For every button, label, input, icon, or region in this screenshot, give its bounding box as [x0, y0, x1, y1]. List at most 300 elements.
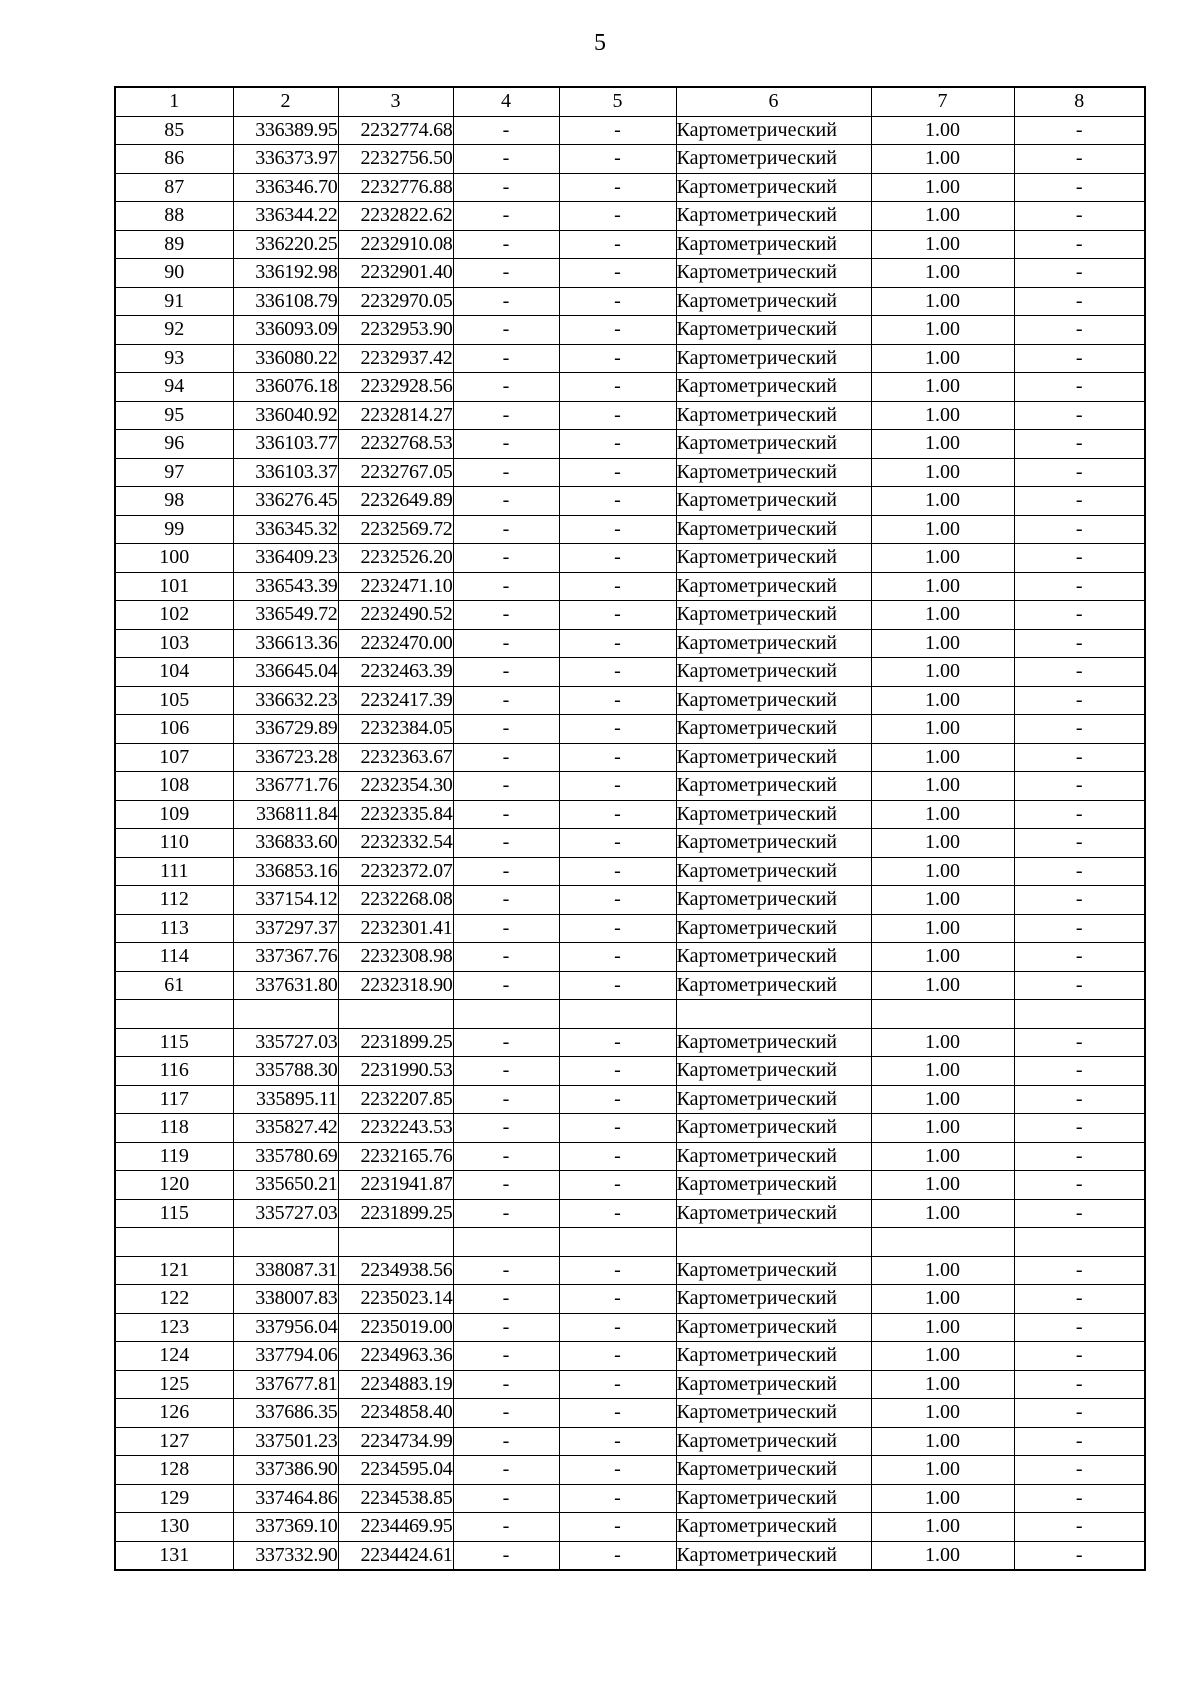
point-number-cell: 85: [115, 116, 233, 145]
col4-cell: -: [453, 971, 559, 1000]
col8-cell: -: [1014, 572, 1145, 601]
y-coordinate-cell: [338, 1228, 453, 1257]
col8-cell: -: [1014, 287, 1145, 316]
y-coordinate-cell: 2234734.99: [338, 1427, 453, 1456]
x-coordinate-cell: 336103.37: [233, 458, 338, 487]
method-cell: Картометрический: [676, 686, 871, 715]
col8-cell: -: [1014, 1028, 1145, 1057]
col5-cell: -: [559, 544, 676, 573]
col4-cell: -: [453, 1541, 559, 1570]
col8-cell: -: [1014, 743, 1145, 772]
col5-cell: -: [559, 373, 676, 402]
col8-cell: -: [1014, 1399, 1145, 1428]
col8-cell: -: [1014, 1085, 1145, 1114]
y-coordinate-cell: 2232471.10: [338, 572, 453, 601]
x-coordinate-cell: 337794.06: [233, 1342, 338, 1371]
point-number-cell: 119: [115, 1142, 233, 1171]
point-number-cell: 128: [115, 1456, 233, 1485]
col4-cell: -: [453, 1285, 559, 1314]
accuracy-cell: 1.00: [871, 629, 1014, 658]
y-coordinate-cell: 2232767.05: [338, 458, 453, 487]
table-row: [115, 1171, 1145, 1200]
table-row: [115, 1399, 1145, 1428]
point-number-cell: 103: [115, 629, 233, 658]
y-coordinate-cell: 2234424.61: [338, 1541, 453, 1570]
column-header: 8: [1014, 87, 1145, 116]
col5-cell: -: [559, 1285, 676, 1314]
col8-cell: -: [1014, 914, 1145, 943]
col4-cell: -: [453, 857, 559, 886]
col4-cell: -: [453, 914, 559, 943]
y-coordinate-cell: 2232526.20: [338, 544, 453, 573]
col5-cell: -: [559, 886, 676, 915]
point-number-cell: 93: [115, 344, 233, 373]
accuracy-cell: [871, 1228, 1014, 1257]
point-number-cell: 99: [115, 515, 233, 544]
col4-cell: -: [453, 458, 559, 487]
method-cell: Картометрический: [676, 430, 871, 459]
y-coordinate-cell: 2232970.05: [338, 287, 453, 316]
accuracy-cell: 1.00: [871, 1342, 1014, 1371]
x-coordinate-cell: 336833.60: [233, 829, 338, 858]
x-coordinate-cell: 336346.70: [233, 173, 338, 202]
col4-cell: -: [453, 145, 559, 174]
method-cell: Картометрический: [676, 316, 871, 345]
table-row: [115, 601, 1145, 630]
col8-cell: -: [1014, 1285, 1145, 1314]
col4-cell: -: [453, 829, 559, 858]
x-coordinate-cell: 335727.03: [233, 1028, 338, 1057]
col5-cell: -: [559, 1399, 676, 1428]
accuracy-cell: 1.00: [871, 116, 1014, 145]
col8-cell: -: [1014, 857, 1145, 886]
table-row: [115, 1285, 1145, 1314]
point-number-cell: 97: [115, 458, 233, 487]
col4-cell: -: [453, 886, 559, 915]
col5-cell: -: [559, 1057, 676, 1086]
y-coordinate-cell: 2232308.98: [338, 943, 453, 972]
method-cell: [676, 1228, 871, 1257]
y-coordinate-cell: 2232937.42: [338, 344, 453, 373]
x-coordinate-cell: 337154.12: [233, 886, 338, 915]
col5-cell: -: [559, 487, 676, 516]
table-row: [115, 572, 1145, 601]
accuracy-cell: 1.00: [871, 943, 1014, 972]
point-number-cell: 109: [115, 800, 233, 829]
point-number-cell: 127: [115, 1427, 233, 1456]
x-coordinate-cell: 337369.10: [233, 1513, 338, 1542]
col5-cell: -: [559, 1456, 676, 1485]
accuracy-cell: 1.00: [871, 430, 1014, 459]
method-cell: Картометрический: [676, 458, 871, 487]
y-coordinate-cell: 2232363.67: [338, 743, 453, 772]
col5-cell: -: [559, 943, 676, 972]
table-row: [115, 857, 1145, 886]
x-coordinate-cell: 336040.92: [233, 401, 338, 430]
col4-cell: -: [453, 487, 559, 516]
accuracy-cell: 1.00: [871, 971, 1014, 1000]
y-coordinate-cell: 2232463.39: [338, 658, 453, 687]
point-number-cell: 122: [115, 1285, 233, 1314]
x-coordinate-cell: [233, 1000, 338, 1029]
table-row: [115, 487, 1145, 516]
y-coordinate-cell: 2231899.25: [338, 1028, 453, 1057]
col4-cell: -: [453, 1256, 559, 1285]
x-coordinate-cell: 337677.81: [233, 1370, 338, 1399]
accuracy-cell: 1.00: [871, 373, 1014, 402]
table-row: [115, 1228, 1145, 1257]
col4-cell: -: [453, 1399, 559, 1428]
col4-cell: -: [453, 515, 559, 544]
table-row: [115, 715, 1145, 744]
col4-cell: -: [453, 686, 559, 715]
point-number-cell: 92: [115, 316, 233, 345]
x-coordinate-cell: 337956.04: [233, 1313, 338, 1342]
col8-cell: -: [1014, 1057, 1145, 1086]
method-cell: Картометрический: [676, 943, 871, 972]
col8-cell: -: [1014, 515, 1145, 544]
table-row: [115, 1342, 1145, 1371]
table-row: [115, 800, 1145, 829]
point-number-cell: 98: [115, 487, 233, 516]
col4-cell: -: [453, 1427, 559, 1456]
accuracy-cell: 1.00: [871, 1456, 1014, 1485]
point-number-cell: 104: [115, 658, 233, 687]
col5-cell: [559, 1228, 676, 1257]
point-number-cell: 123: [115, 1313, 233, 1342]
col8-cell: -: [1014, 487, 1145, 516]
col4-cell: -: [453, 544, 559, 573]
y-coordinate-cell: 2234538.85: [338, 1484, 453, 1513]
col5-cell: -: [559, 1142, 676, 1171]
method-cell: Картометрический: [676, 145, 871, 174]
method-cell: Картометрический: [676, 886, 871, 915]
accuracy-cell: 1.00: [871, 202, 1014, 231]
col4-cell: -: [453, 401, 559, 430]
col5-cell: -: [559, 430, 676, 459]
col8-cell: -: [1014, 886, 1145, 915]
method-cell: Картометрический: [676, 1171, 871, 1200]
table-row: [115, 1085, 1145, 1114]
table-row: [115, 259, 1145, 288]
col5-cell: -: [559, 772, 676, 801]
method-cell: Картометрический: [676, 1114, 871, 1143]
x-coordinate-cell: 336632.23: [233, 686, 338, 715]
x-coordinate-cell: 336389.95: [233, 116, 338, 145]
col4-cell: -: [453, 943, 559, 972]
y-coordinate-cell: 2232768.53: [338, 430, 453, 459]
table-body: [115, 116, 1145, 1570]
col8-cell: -: [1014, 943, 1145, 972]
col5-cell: -: [559, 316, 676, 345]
y-coordinate-cell: 2232928.56: [338, 373, 453, 402]
col4-cell: -: [453, 173, 559, 202]
col8-cell: -: [1014, 629, 1145, 658]
col5-cell: -: [559, 629, 676, 658]
point-number-cell: 95: [115, 401, 233, 430]
method-cell: Картометрический: [676, 259, 871, 288]
col5-cell: -: [559, 202, 676, 231]
y-coordinate-cell: 2232354.30: [338, 772, 453, 801]
col8-cell: -: [1014, 1313, 1145, 1342]
table-row: [115, 1256, 1145, 1285]
col8-cell: -: [1014, 715, 1145, 744]
accuracy-cell: 1.00: [871, 1285, 1014, 1314]
y-coordinate-cell: 2232756.50: [338, 145, 453, 174]
col5-cell: -: [559, 1484, 676, 1513]
x-coordinate-cell: 336192.98: [233, 259, 338, 288]
col5-cell: -: [559, 116, 676, 145]
col5-cell: -: [559, 1370, 676, 1399]
x-coordinate-cell: 336811.84: [233, 800, 338, 829]
y-coordinate-cell: 2234858.40: [338, 1399, 453, 1428]
col4-cell: -: [453, 1171, 559, 1200]
col4-cell: -: [453, 772, 559, 801]
col5-cell: -: [559, 601, 676, 630]
method-cell: Картометрический: [676, 1484, 871, 1513]
method-cell: Картометрический: [676, 1370, 871, 1399]
y-coordinate-cell: 2231990.53: [338, 1057, 453, 1086]
col8-cell: -: [1014, 401, 1145, 430]
col8-cell: -: [1014, 1114, 1145, 1143]
accuracy-cell: 1.00: [871, 1399, 1014, 1428]
table-row: [115, 743, 1145, 772]
method-cell: Картометрический: [676, 1456, 871, 1485]
x-coordinate-cell: 337631.80: [233, 971, 338, 1000]
col5-cell: -: [559, 829, 676, 858]
col5-cell: -: [559, 1427, 676, 1456]
point-number-cell: [115, 1000, 233, 1029]
point-number-cell: 105: [115, 686, 233, 715]
col8-cell: -: [1014, 1171, 1145, 1200]
x-coordinate-cell: 336409.23: [233, 544, 338, 573]
col8-cell: -: [1014, 316, 1145, 345]
col4-cell: [453, 1000, 559, 1029]
col4-cell: -: [453, 316, 559, 345]
method-cell: Картометрический: [676, 1541, 871, 1570]
col8-cell: -: [1014, 202, 1145, 231]
y-coordinate-cell: 2232774.68: [338, 116, 453, 145]
col4-cell: -: [453, 1342, 559, 1371]
point-number-cell: 125: [115, 1370, 233, 1399]
accuracy-cell: 1.00: [871, 658, 1014, 687]
table-row: [115, 173, 1145, 202]
accuracy-cell: 1.00: [871, 544, 1014, 573]
accuracy-cell: 1.00: [871, 1541, 1014, 1570]
col4-cell: -: [453, 1484, 559, 1513]
x-coordinate-cell: 336549.72: [233, 601, 338, 630]
accuracy-cell: [871, 1000, 1014, 1029]
accuracy-cell: 1.00: [871, 230, 1014, 259]
col4-cell: -: [453, 1114, 559, 1143]
table-row: [115, 544, 1145, 573]
y-coordinate-cell: 2232569.72: [338, 515, 453, 544]
col4-cell: -: [453, 743, 559, 772]
col5-cell: -: [559, 1541, 676, 1570]
x-coordinate-cell: 336373.97: [233, 145, 338, 174]
y-coordinate-cell: 2232490.52: [338, 601, 453, 630]
x-coordinate-cell: 337332.90: [233, 1541, 338, 1570]
x-coordinate-cell: 336729.89: [233, 715, 338, 744]
point-number-cell: 124: [115, 1342, 233, 1371]
col4-cell: -: [453, 601, 559, 630]
col4-cell: -: [453, 715, 559, 744]
y-coordinate-cell: 2232953.90: [338, 316, 453, 345]
point-number-cell: 101: [115, 572, 233, 601]
method-cell: Картометрический: [676, 1342, 871, 1371]
table-row: [115, 886, 1145, 915]
accuracy-cell: 1.00: [871, 1114, 1014, 1143]
col5-cell: -: [559, 572, 676, 601]
col8-cell: -: [1014, 829, 1145, 858]
y-coordinate-cell: 2235019.00: [338, 1313, 453, 1342]
accuracy-cell: 1.00: [871, 1427, 1014, 1456]
table-row: [115, 1313, 1145, 1342]
col8-cell: -: [1014, 1541, 1145, 1570]
method-cell: Картометрический: [676, 1085, 871, 1114]
col5-cell: -: [559, 287, 676, 316]
table-row: [115, 914, 1145, 943]
point-number-cell: 91: [115, 287, 233, 316]
col8-cell: -: [1014, 230, 1145, 259]
x-coordinate-cell: 338087.31: [233, 1256, 338, 1285]
accuracy-cell: 1.00: [871, 401, 1014, 430]
accuracy-cell: 1.00: [871, 1513, 1014, 1542]
column-header: 1: [115, 87, 233, 116]
method-cell: Картометрический: [676, 1285, 871, 1314]
method-cell: Картометрический: [676, 1199, 871, 1228]
column-header: 2: [233, 87, 338, 116]
col8-cell: -: [1014, 1484, 1145, 1513]
method-cell: Картометрический: [676, 401, 871, 430]
col5-cell: -: [559, 1513, 676, 1542]
col5-cell: -: [559, 1256, 676, 1285]
accuracy-cell: 1.00: [871, 145, 1014, 174]
method-cell: Картометрический: [676, 1427, 871, 1456]
col8-cell: -: [1014, 772, 1145, 801]
col5-cell: -: [559, 1171, 676, 1200]
col8-cell: -: [1014, 458, 1145, 487]
col4-cell: -: [453, 800, 559, 829]
accuracy-cell: 1.00: [871, 743, 1014, 772]
x-coordinate-cell: 336108.79: [233, 287, 338, 316]
col8-cell: -: [1014, 971, 1145, 1000]
method-cell: Картометрический: [676, 202, 871, 231]
y-coordinate-cell: 2234938.56: [338, 1256, 453, 1285]
column-header: 6: [676, 87, 871, 116]
x-coordinate-cell: 336080.22: [233, 344, 338, 373]
accuracy-cell: 1.00: [871, 886, 1014, 915]
accuracy-cell: 1.00: [871, 515, 1014, 544]
col5-cell: -: [559, 857, 676, 886]
y-coordinate-cell: 2232649.89: [338, 487, 453, 516]
col8-cell: -: [1014, 800, 1145, 829]
method-cell: Картометрический: [676, 629, 871, 658]
table-row: [115, 145, 1145, 174]
col4-cell: -: [453, 202, 559, 231]
accuracy-cell: 1.00: [871, 1256, 1014, 1285]
method-cell: Картометрический: [676, 1028, 871, 1057]
col5-cell: [559, 1000, 676, 1029]
col5-cell: -: [559, 686, 676, 715]
col5-cell: -: [559, 458, 676, 487]
col5-cell: -: [559, 914, 676, 943]
point-number-cell: 120: [115, 1171, 233, 1200]
method-cell: Картометрический: [676, 487, 871, 516]
point-number-cell: 121: [115, 1256, 233, 1285]
table-header-row: [115, 87, 1145, 116]
col8-cell: -: [1014, 373, 1145, 402]
table-row: [115, 230, 1145, 259]
table-row: [115, 287, 1145, 316]
col4-cell: -: [453, 1028, 559, 1057]
col8-cell: -: [1014, 430, 1145, 459]
table-row: [115, 116, 1145, 145]
point-number-cell: 94: [115, 373, 233, 402]
col5-cell: -: [559, 743, 676, 772]
table-row: [115, 515, 1145, 544]
col5-cell: -: [559, 800, 676, 829]
accuracy-cell: 1.00: [871, 601, 1014, 630]
point-number-cell: 107: [115, 743, 233, 772]
accuracy-cell: 1.00: [871, 572, 1014, 601]
x-coordinate-cell: 337386.90: [233, 1456, 338, 1485]
x-coordinate-cell: 335827.42: [233, 1114, 338, 1143]
method-cell: Картометрический: [676, 1399, 871, 1428]
table-row: [115, 373, 1145, 402]
y-coordinate-cell: 2235023.14: [338, 1285, 453, 1314]
table-row: [115, 772, 1145, 801]
col4-cell: -: [453, 1513, 559, 1542]
y-coordinate-cell: 2232268.08: [338, 886, 453, 915]
accuracy-cell: 1.00: [871, 259, 1014, 288]
table-row: [115, 1541, 1145, 1570]
y-coordinate-cell: 2231899.25: [338, 1199, 453, 1228]
accuracy-cell: 1.00: [871, 1028, 1014, 1057]
col8-cell: -: [1014, 544, 1145, 573]
x-coordinate-cell: 336853.16: [233, 857, 338, 886]
table-row: [115, 458, 1145, 487]
point-number-cell: 88: [115, 202, 233, 231]
y-coordinate-cell: 2232384.05: [338, 715, 453, 744]
col5-cell: -: [559, 715, 676, 744]
table-row: [115, 629, 1145, 658]
table-row: [115, 1199, 1145, 1228]
method-cell: Картометрический: [676, 829, 871, 858]
table-row: [115, 1000, 1145, 1029]
point-number-cell: 102: [115, 601, 233, 630]
method-cell: Картометрический: [676, 971, 871, 1000]
col8-cell: [1014, 1000, 1145, 1029]
col4-cell: [453, 1228, 559, 1257]
col8-cell: -: [1014, 344, 1145, 373]
col8-cell: -: [1014, 1513, 1145, 1542]
col4-cell: -: [453, 373, 559, 402]
y-coordinate-cell: 2232901.40: [338, 259, 453, 288]
table-row: [115, 1057, 1145, 1086]
y-coordinate-cell: 2232814.27: [338, 401, 453, 430]
accuracy-cell: 1.00: [871, 1199, 1014, 1228]
col4-cell: -: [453, 1142, 559, 1171]
y-coordinate-cell: [338, 1000, 453, 1029]
y-coordinate-cell: 2232207.85: [338, 1085, 453, 1114]
x-coordinate-cell: 336220.25: [233, 230, 338, 259]
col4-cell: -: [453, 430, 559, 459]
accuracy-cell: 1.00: [871, 772, 1014, 801]
method-cell: Картометрический: [676, 230, 871, 259]
table-row: [115, 401, 1145, 430]
point-number-cell: 118: [115, 1114, 233, 1143]
